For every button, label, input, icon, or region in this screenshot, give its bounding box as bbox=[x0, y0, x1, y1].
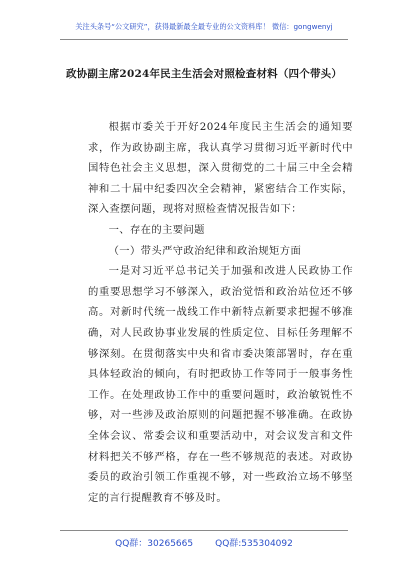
header-note: 关注头条号“公文研究”，获得最新最全最专业的公文资料库！ 微信：gongwenyj bbox=[75, 22, 333, 31]
document-title: 政协副主席2024年民主生活会对照检查材料（四个带头） bbox=[65, 68, 343, 80]
section-heading: 一、存在的主要问题 bbox=[108, 223, 205, 236]
body-paragraph: 一是对习近平总书记关于加强和改进人民政协工作的重要思想学习不够深入，政治觉悟和政治站位还不够高。对新时代统一战线工作中新特点新要求把握不够准确，对人民政协事业发展的性质定位、目标任务理解不够深刻。在贯彻落实中央和省市委决策部署时，存在重具体轻政治的倾向，有时把政协工作等同于一般事务性工作。在处理政协工作中的重要问题时，政治敏锐性不够，对一些涉及政治原则的问题把握不够准确。在政协全体会议、常委会议和重要活动中，对会议发言和文件材料把关不够严格，存在一些不够规范的表述。对政协委员的政治引领工作重视不够，对一些政治立场不够坚定的言行提醒教育不够及时。 bbox=[88, 265, 353, 504]
footer-divider bbox=[60, 530, 348, 531]
qq-group-1: QQ群：30265665 bbox=[115, 539, 194, 549]
qq-group-2: QQ群:535304092 bbox=[215, 539, 293, 549]
document-body bbox=[88, 117, 353, 508]
intro-paragraph: 根据市委关于开好2024年度民主生活会的通知要求，作为政协副主席，我认真学习贯彻习近平新时代中国特色社会主义思想，深入贯彻党的二十届三中全会精神和二十届中纪委四次全会精神，紧密结合工作实际，深入查摆问题，现将对照检查情况报告如下： bbox=[88, 121, 353, 216]
footer bbox=[0, 536, 408, 549]
header-divider bbox=[60, 39, 348, 40]
subsection-heading: （一）带头严守政治纪律和政治规矩方面 bbox=[108, 244, 302, 257]
